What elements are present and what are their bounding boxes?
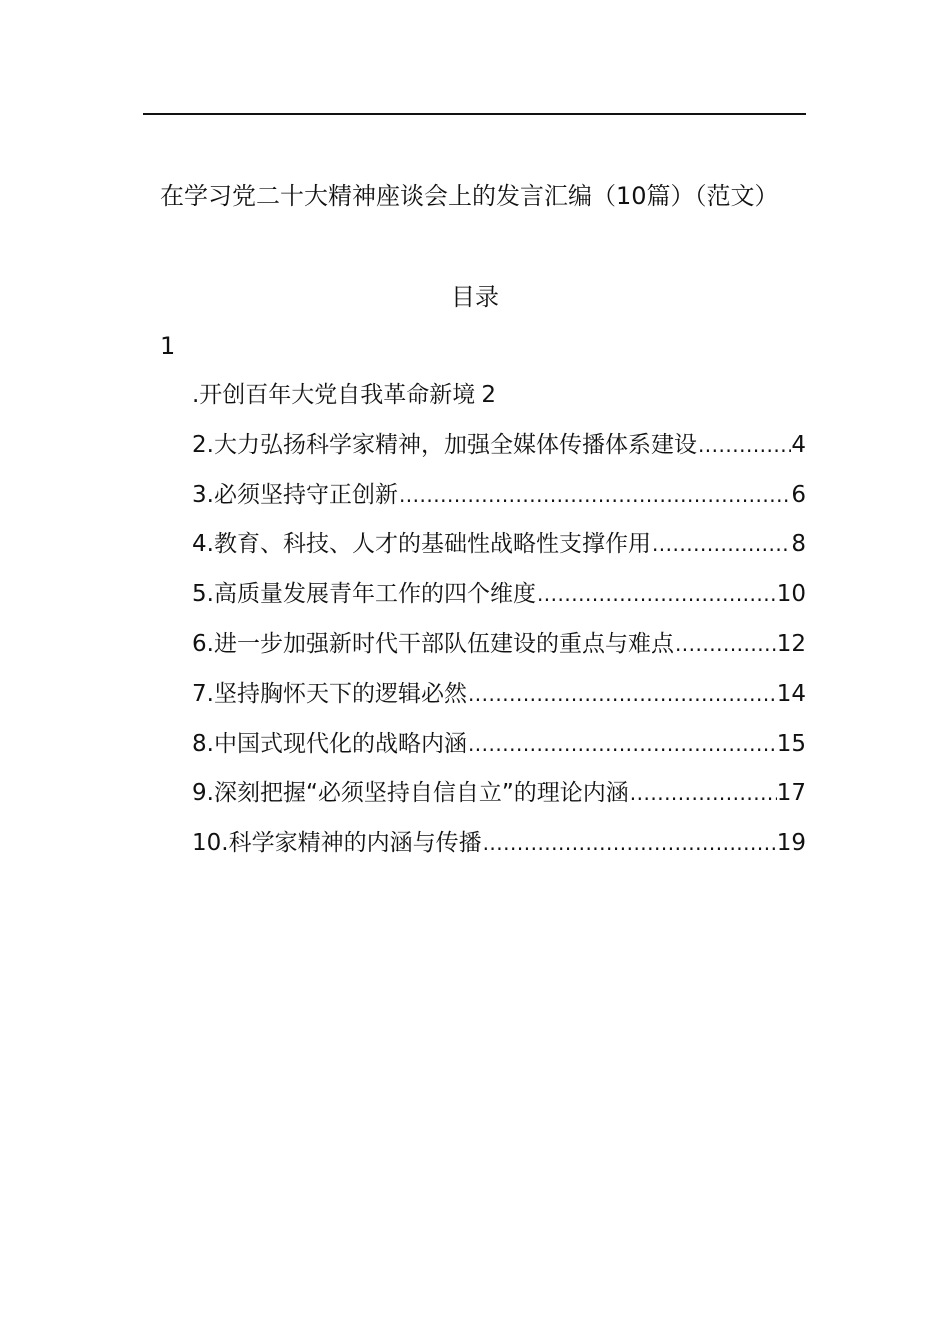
toc-entry-title: 3.必须坚持守正创新 — [192, 481, 398, 508]
toc-entry-title: .开创百年大党自我革命新境 — [192, 382, 476, 408]
toc-heading: 目录 — [451, 283, 499, 311]
toc-entry-8[interactable] — [192, 727, 806, 777]
toc-entry-title: 9.深刻把握“必须坚持自信自立”的理论内涵 — [192, 780, 629, 807]
document-title: 在学习党二十大精神座谈会上的发言汇编（10篇）（范文） — [160, 182, 779, 210]
toc-entry-page: 19 — [776, 830, 806, 857]
toc-entry-title: 4.教育、科技、人才的基础性战略性支撑作用 — [192, 531, 651, 558]
toc-entry-7[interactable] — [192, 677, 806, 727]
toc-entry-page: 8 — [791, 531, 806, 558]
toc-entry-title: 5.高质量发展青年工作的四个维度 — [192, 581, 536, 608]
toc-entry-6[interactable] — [192, 627, 806, 677]
toc-entry-2[interactable] — [192, 428, 806, 478]
header-rule — [143, 113, 806, 115]
toc-entry-title: 10.科学家精神的内涵与传播 — [192, 830, 482, 857]
toc-entry-title: 8.中国式现代化的战略内涵 — [192, 730, 467, 757]
toc-entry-page: 14 — [776, 680, 806, 707]
toc-entry-page: 12 — [776, 630, 806, 657]
toc-entry-page: 4 — [791, 431, 806, 458]
section-number: 1 — [160, 332, 176, 360]
dot-leader — [697, 428, 791, 462]
toc-entry-page: 15 — [776, 730, 806, 757]
dot-leader — [467, 727, 777, 761]
toc-entry-title: 2.大力弘扬科学家精神，加强全媒体传播体系建设 — [192, 431, 697, 458]
toc-entry-5[interactable] — [192, 577, 806, 627]
toc-entry-1[interactable] — [192, 378, 806, 428]
dot-leader — [482, 826, 777, 860]
toc-entry-4[interactable] — [192, 527, 806, 577]
toc-entry-3[interactable] — [192, 478, 806, 528]
toc-entry-10[interactable] — [192, 826, 806, 876]
toc-entry-page: 2 — [481, 382, 496, 408]
toc-entry-page: 17 — [776, 780, 806, 807]
table-of-contents — [192, 378, 806, 876]
toc-entry-title: 7.坚持胸怀天下的逻辑必然 — [192, 680, 467, 707]
toc-entry-title: 6.进一步加强新时代干部队伍建设的重点与难点 — [192, 630, 674, 657]
toc-entry-page: 10 — [776, 581, 806, 608]
dot-leader — [651, 527, 791, 561]
dot-leader — [629, 776, 777, 810]
dot-leader — [536, 577, 777, 611]
toc-entry-page: 6 — [791, 481, 806, 508]
dot-leader — [467, 677, 777, 711]
dot-leader — [398, 478, 791, 512]
toc-entry-9[interactable] — [192, 776, 806, 826]
dot-leader — [674, 627, 777, 661]
